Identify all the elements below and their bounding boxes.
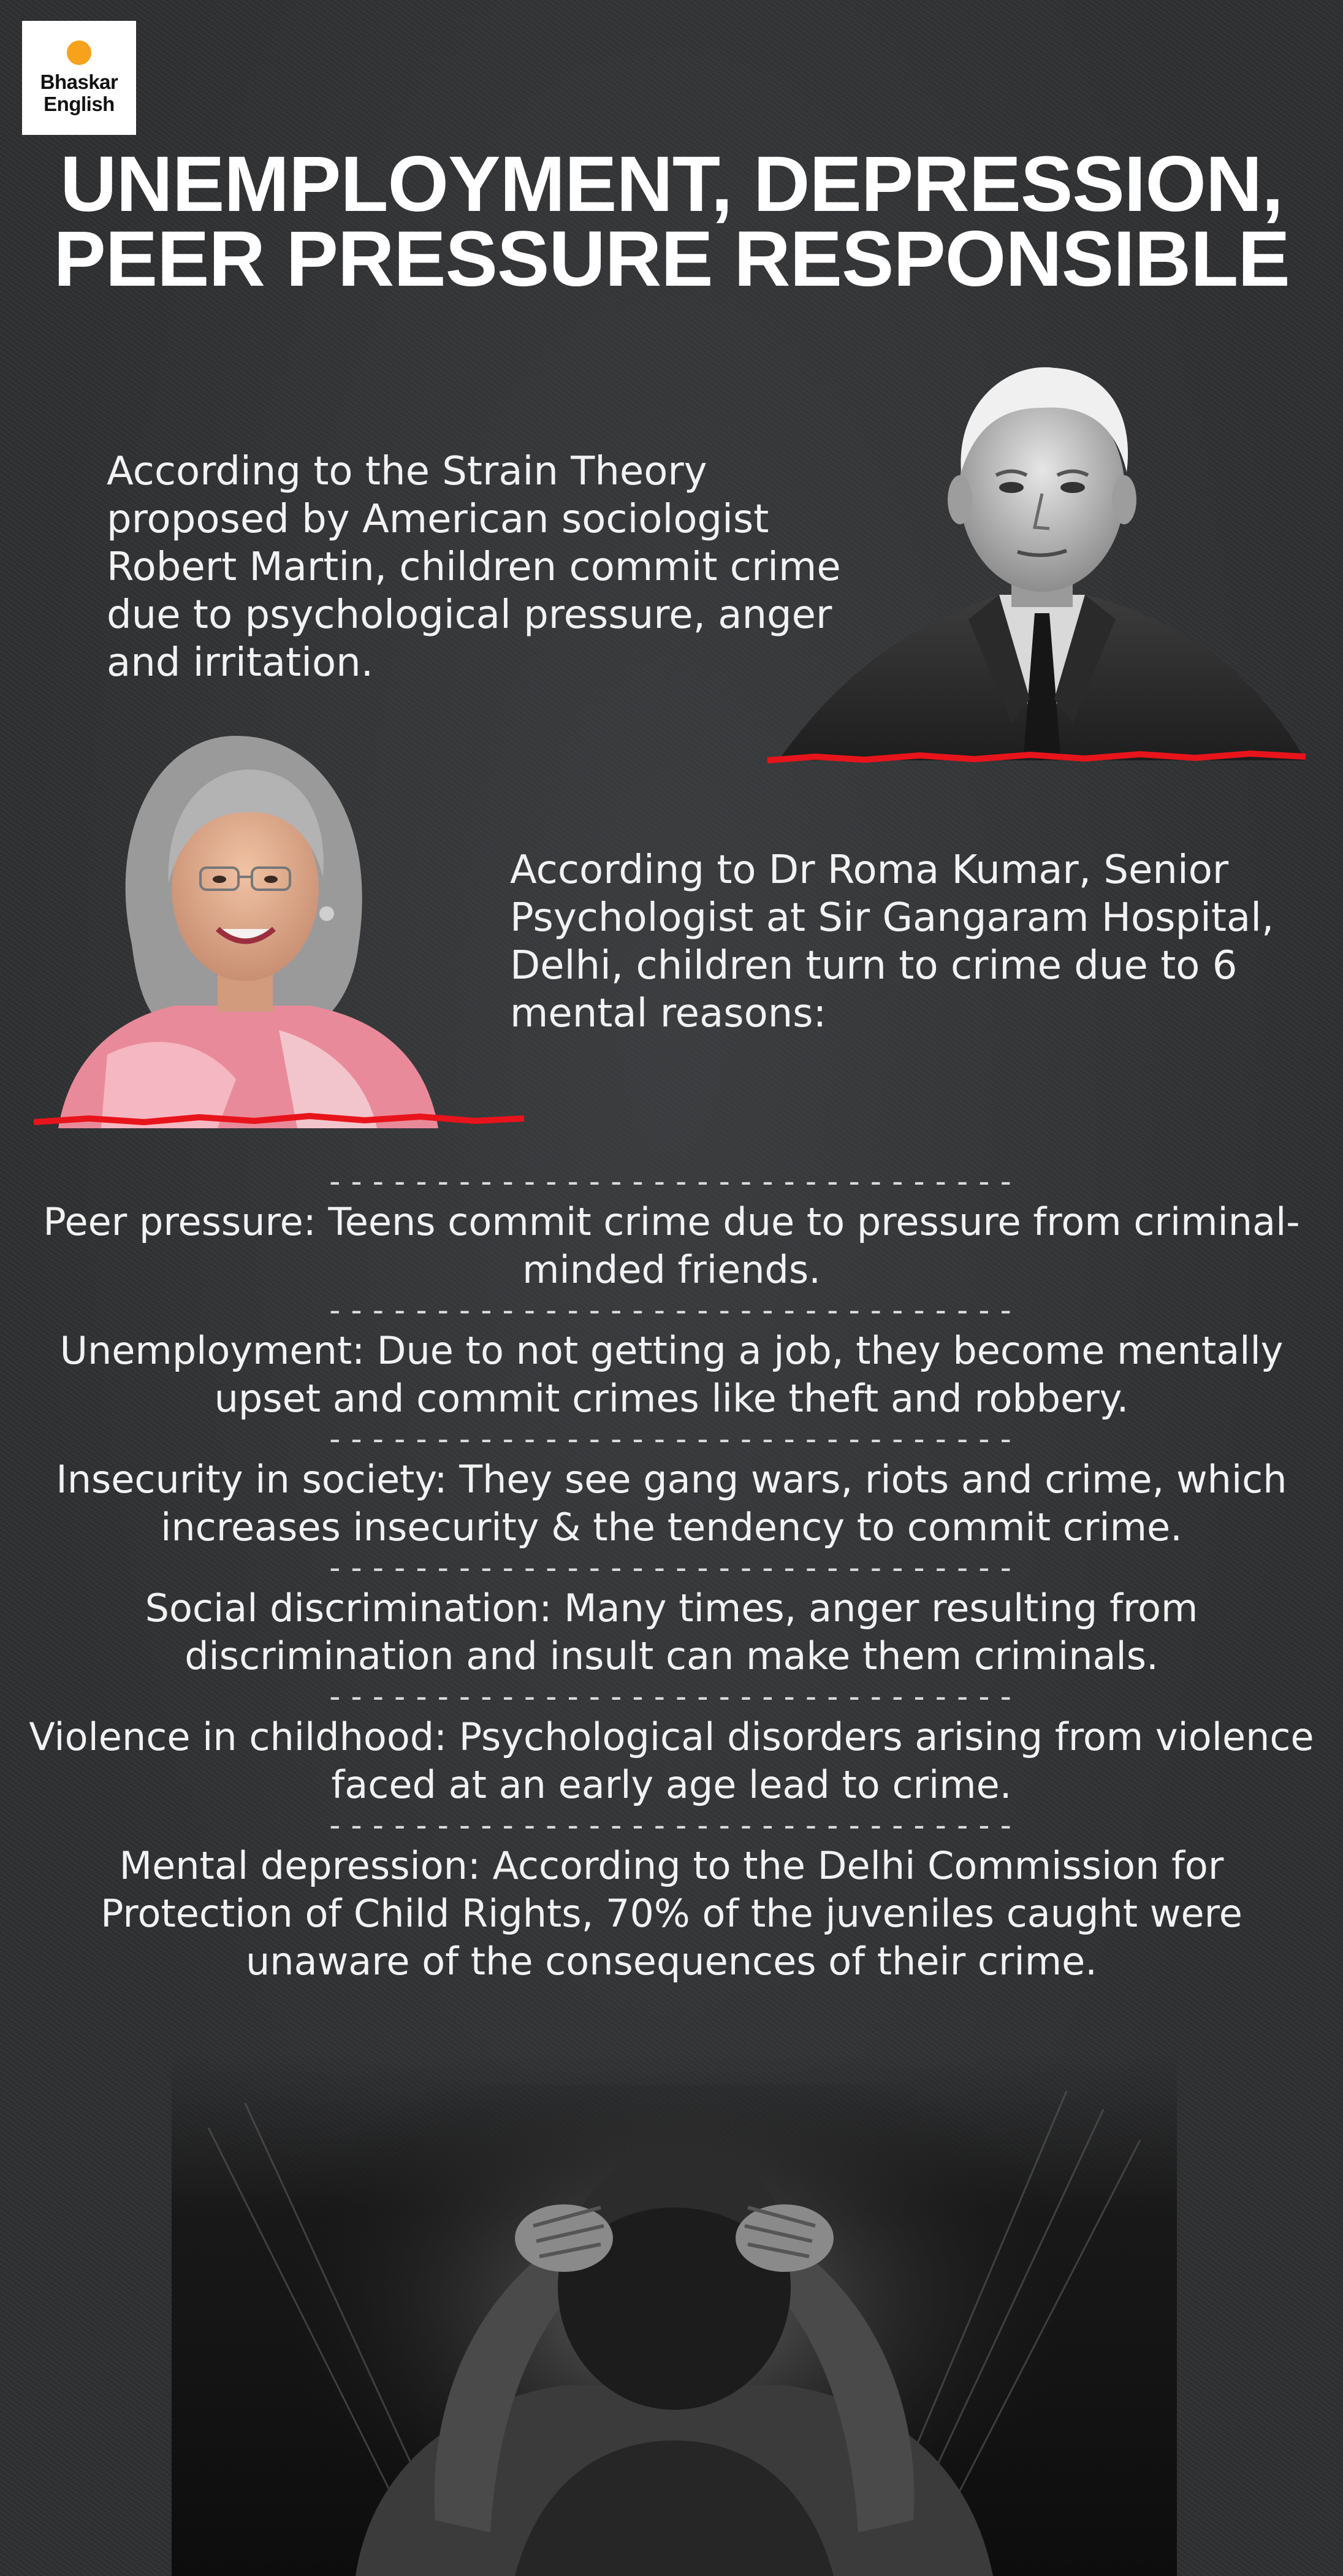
reason-peer-pressure: Peer pressure: Teens commit crime due to pressure from criminal-minded friends. [43, 1199, 1300, 1292]
logo-line-1: Bhaskar [40, 71, 118, 93]
logo-line-2: English [44, 93, 115, 115]
reason-unemployment: Unemployment: Due to not getting a job, they become mentally upset and commit crimes like theft and robbery. [59, 1328, 1284, 1421]
logo-sun-icon [67, 40, 91, 65]
strain-theory-text: According to the Strain Theory proposed by American sociologist Robert Martin, children commit crime due to psychological pressure, anger and irritation. [107, 449, 841, 686]
reasons-list [25, 1165, 1318, 1986]
brand-logo [22, 21, 136, 135]
separator-line: -------------------------------- [325, 1292, 1018, 1329]
reason-childhood-violence: Violence in childhood: Psychological disorders arising from violence faced at an early age lead to crime. [29, 1714, 1314, 1807]
reason-social-discrimination: Social discrimination: Many times, anger resulting from discrimination and insult can make them criminals. [145, 1586, 1198, 1678]
page-title-line-1: UNEMPLOYMENT, DEPRESSION, [60, 140, 1283, 228]
reason-insecurity: Insecurity in society: They see gang wars, riots and crime, which increases insecurity & the tendency to commit crime. [56, 1457, 1287, 1550]
separator-line: -------------------------------- [325, 1421, 1018, 1458]
sociologist-portrait [766, 331, 1318, 773]
distressed-youth-illustration [172, 2054, 1177, 2576]
separator-line: -------------------------------- [325, 1678, 1018, 1715]
page-title [0, 140, 1343, 303]
reason-mental-depression: Mental depression: According to the Delhi Commission for Protection of Child Rights, 70% of the juveniles caught were unaware of the consequences of their crime. [101, 1843, 1242, 1984]
separator-line: -------------------------------- [325, 1163, 1018, 1200]
separator-line: -------------------------------- [325, 1807, 1018, 1844]
expert-quote-text: According to Dr Roma Kumar, Senior Psychologist at Sir Gangaram Hospital, Delhi, children turn to crime due to 6 mental reasons: [510, 847, 1274, 1036]
psychologist-portrait [34, 711, 585, 1141]
separator-line: -------------------------------- [325, 1550, 1018, 1586]
page-title-line-2: PEER PRESSURE RESPONSIBLE [53, 215, 1290, 303]
